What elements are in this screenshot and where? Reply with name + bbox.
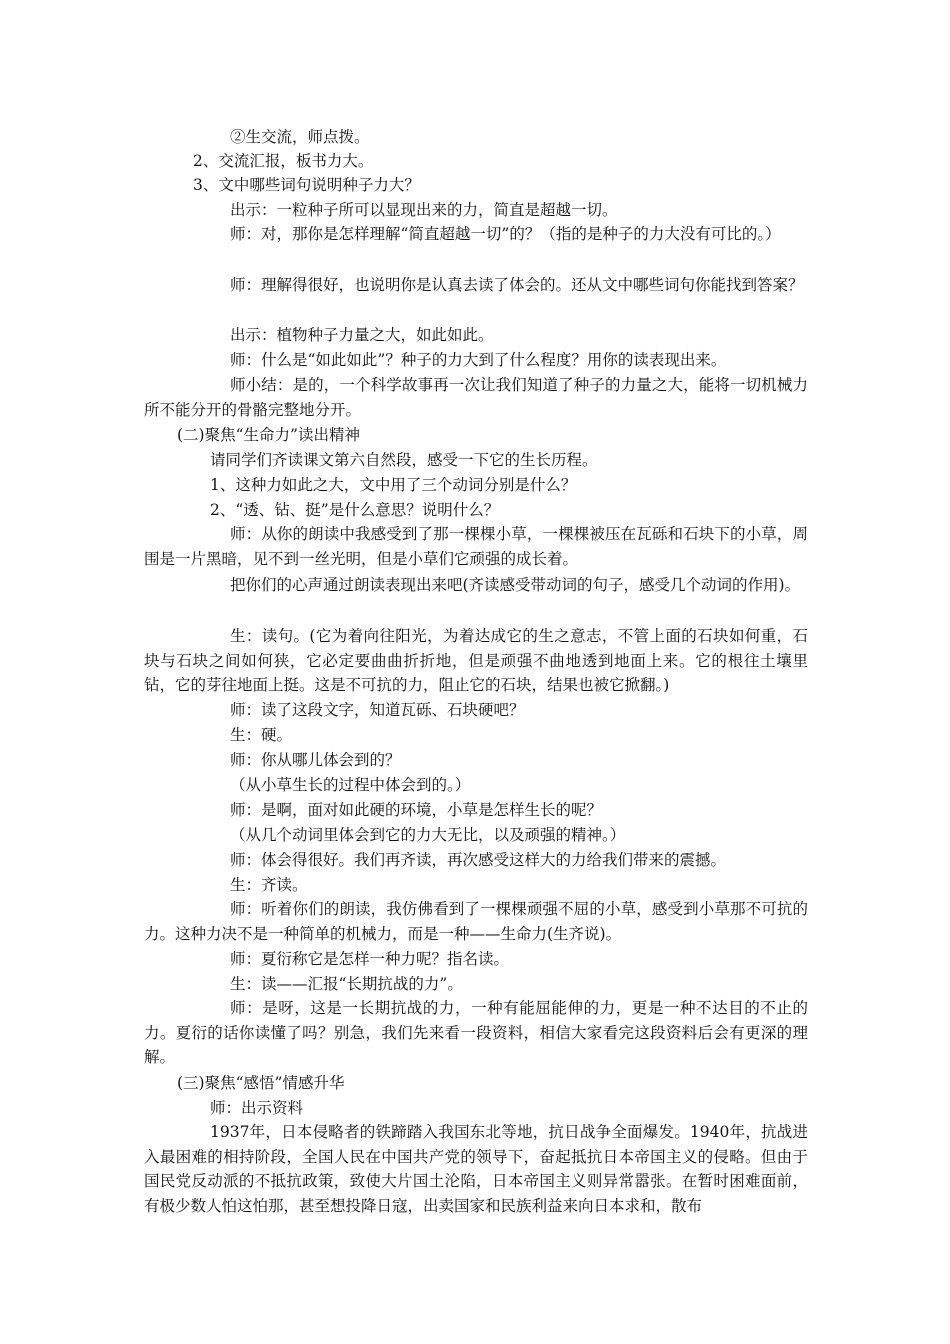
text-line: 3、文中哪些词句说明种子力大？ bbox=[193, 176, 420, 194]
text-line: 师：你从哪儿体会到的？ bbox=[230, 751, 401, 769]
paragraph: 师：对，那你是怎样理解“简直超越一切”的？（指的是种子的力大没有可比的。） bbox=[230, 225, 781, 243]
text-line: 生：齐读。 bbox=[230, 876, 308, 894]
section-heading: (三)聚焦“感悟”情感升华 bbox=[177, 1074, 345, 1092]
paragraph: 师小结：是的，一个科学故事再一次让我们知道了种子的力量之大，能将一切机械力所不能分开的骨骼完整地分开。 bbox=[144, 376, 808, 419]
section-heading: (二)聚焦“生命力”读出精神 bbox=[177, 426, 360, 444]
text-line: 师：是啊，面对如此硬的环境，小草是怎样生长的呢？ bbox=[230, 801, 603, 819]
paragraph: 师：理解得很好，也说明你是认真去读了体会的。还从文中哪些词句你能找到答案？ bbox=[230, 276, 804, 294]
paragraph: 生：读句。(它为着向往阳光，为着达成它的生之意志，不管上面的石块如何重，石块与石块之间如何狭，它必定要曲曲折折地，但是顽强不曲地透到地面上来。它的根往土壤里钻，它的芽往地面上挺。这是不可抗的力，阻止它的石块，结果也被它掀翻。) bbox=[144, 627, 808, 694]
text-line: 出示：一粒种子所可以显现出来的力，简直是超越一切。 bbox=[230, 201, 618, 219]
text-line: 请同学们齐读课文第六自然段，感受一下它的生长历程。 bbox=[210, 451, 598, 469]
paragraph: 1937年，日本侵略者的铁蹄踏入我国东北等地，抗日战争全面爆发。1940年，抗战进入最困难的相持阶段，全国人民在中国共产党的领导下，奋起抵抗日本帝国主义的侵略。但由于国民党反动派的不抵抗政策，致使大片国土沦陷，日本帝国主义则异常嚣张。在暂时困难面前，有极少数人怕这怕那，甚至想投降日寇，出卖国家和民族利益来向日本求和，散布 bbox=[144, 1123, 808, 1215]
text-line: 2、“透、钻、挺”是什么意思？说明什么？ bbox=[210, 501, 500, 519]
paragraph: 把你们的心声通过朗读表现出来吧(齐读感受带动词的句子，感受几个动词的作用)。 bbox=[230, 576, 801, 594]
text-line: 师：读了这段文字，知道瓦砾、石块硬吧？ bbox=[230, 701, 525, 719]
text-line: 2、交流汇报，板书力大。 bbox=[193, 152, 374, 170]
text-line: 生：读——汇报“长期抗战的力”。 bbox=[230, 975, 463, 993]
text-line: 师：体会得很好。我们再齐读，再次感受这样大的力给我们带来的震撼。 bbox=[230, 851, 727, 869]
paragraph: 师：听着你们的朗读，我仿佛看到了一棵棵顽强不屈的小草，感受到小草那不可抗的力。这种力决不是一种简单的机械力，而是一种——生命力(生齐说)。 bbox=[144, 900, 808, 943]
text-line: 1、这种力如此之大，文中用了三个动词分别是什么？ bbox=[210, 476, 577, 494]
text-line: 师：什么是“如此如此”？种子的力大到了什么程度？用你的读表现出来。 bbox=[230, 351, 727, 369]
text-line: ②生交流，师点拨。 bbox=[230, 128, 370, 146]
text-line: 生：硬。 bbox=[230, 726, 293, 744]
text-line: （从几个动词里体会到它的力大无比，以及顽强的精神。） bbox=[230, 826, 626, 844]
text-line: 出示：植物种子力量之大，如此如此。 bbox=[230, 326, 494, 344]
text-line: （从小草生长的过程中体会到的。） bbox=[230, 776, 471, 794]
paragraph: 师：从你的朗读中我感受到了那一棵棵小草，一棵棵被压在瓦砾和石块下的小草，周围是一片黑暗，见不到一丝光明，但是小草们它顽强的成长着。 bbox=[144, 525, 808, 568]
text-line: 师：夏衍称它是怎样一种力呢？指名读。 bbox=[230, 950, 510, 968]
text-line: 师：出示资料 bbox=[210, 1099, 304, 1117]
paragraph: 师：是呀，这是一长期抗战的力，一种有能屈能伸的力，更是一种不达目的不止的力。夏衍的话你读懂了吗？别急，我们先来看一段资料，相信大家看完这段资料后会有更深的理解。 bbox=[144, 999, 808, 1066]
